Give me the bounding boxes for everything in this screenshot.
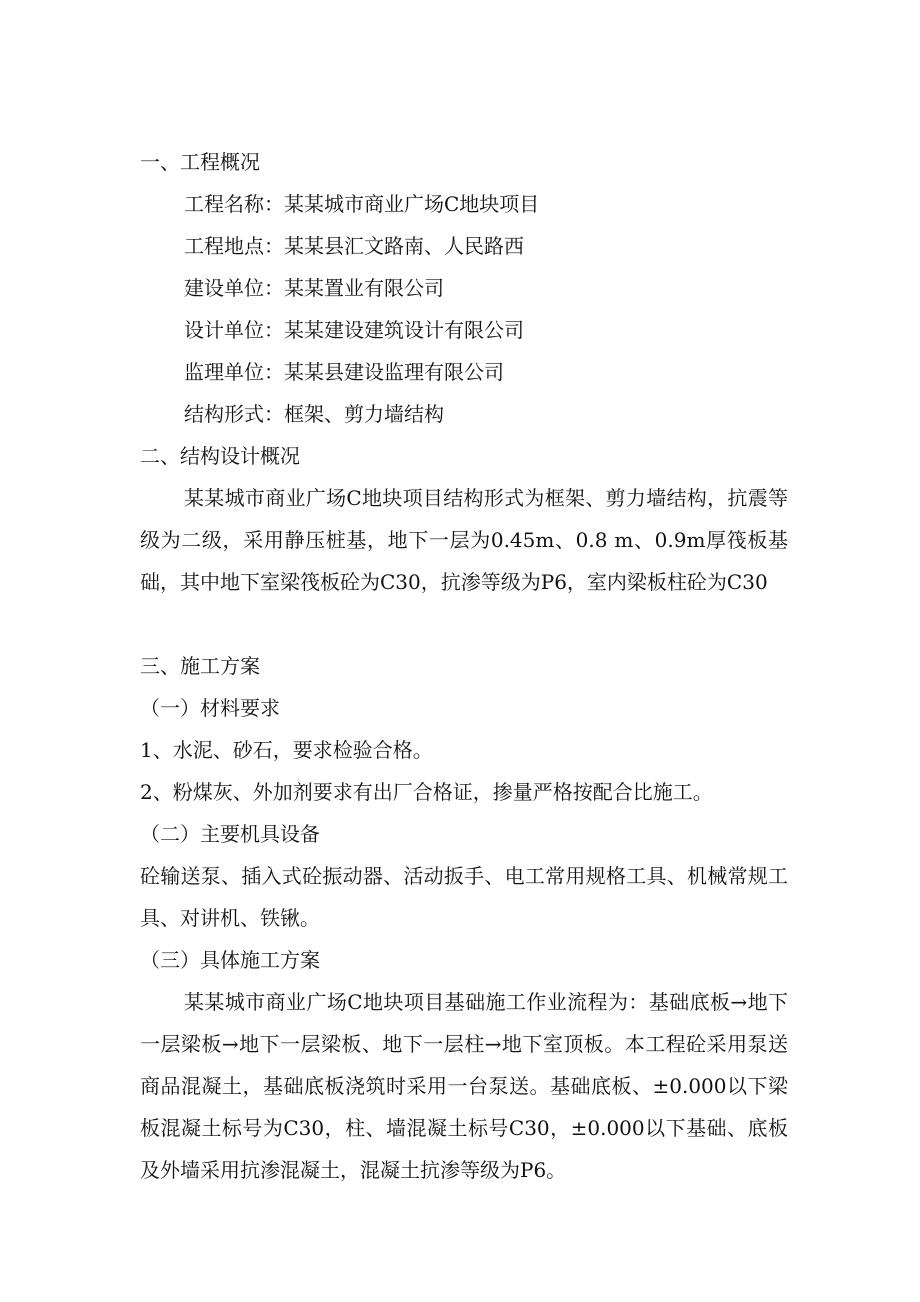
subheading-plan: （三）具体施工方案 (140, 948, 320, 972)
section-heading-structure: 二、结构设计概况 (140, 444, 300, 468)
section-heading-construction: 三、施工方案 (140, 654, 260, 678)
structure-type-line: 结构形式：框架、剪力墙结构 (184, 402, 444, 426)
developer-line: 建设单位：某某置业有限公司 (184, 276, 444, 300)
material-item-2: 2、粉煤灰、外加剂要求有出厂合格证，掺量严格按配合比施工。 (140, 780, 713, 804)
project-location-line: 工程地点：某某县汇文路南、人民路西 (184, 234, 524, 258)
structure-description-paragraph: 某某城市商业广场C地块项目结构形式为框架、剪力墙结构，抗震等级为二级，采用静压桩基，地下一层为0.45m、0.8 m、0.9m厚筏板基础，其中地下室梁筏板砼为C30，抗渗等级为P6，室内梁板柱砼为C30 (140, 486, 788, 594)
equipment-paragraph: 砼输送泵、插入式砼振动器、活动扳手、电工常用规格工具、机械常规工具、对讲机、铁锹。 (140, 864, 788, 930)
section-heading-overview: 一、工程概况 (140, 150, 260, 174)
project-name-line: 工程名称：某某城市商业广场C地块项目 (184, 192, 540, 216)
subheading-materials: （一）材料要求 (140, 696, 280, 720)
plan-paragraph: 某某城市商业广场C地块项目基础施工作业流程为：基础底板→地下一层梁板→地下一层梁板、地下一层柱→地下室顶板。本工程砼采用泵送商品混凝土，基础底板浇筑时采用一台泵送。基础底板、±0.000以下梁板混凝土标号为C30，柱、墙混凝土标号C30，±0.000以下基础、底板及外墙采用抗渗混凝土，混凝土抗渗等级为P6。 (140, 990, 788, 1182)
designer-line: 设计单位：某某建设建筑设计有限公司 (184, 318, 524, 342)
supervisor-line: 监理单位：某某县建设监理有限公司 (184, 360, 504, 384)
subheading-equipment: （二）主要机具设备 (140, 822, 320, 846)
material-item-1: 1、水泥、砂石，要求检验合格。 (140, 738, 433, 762)
